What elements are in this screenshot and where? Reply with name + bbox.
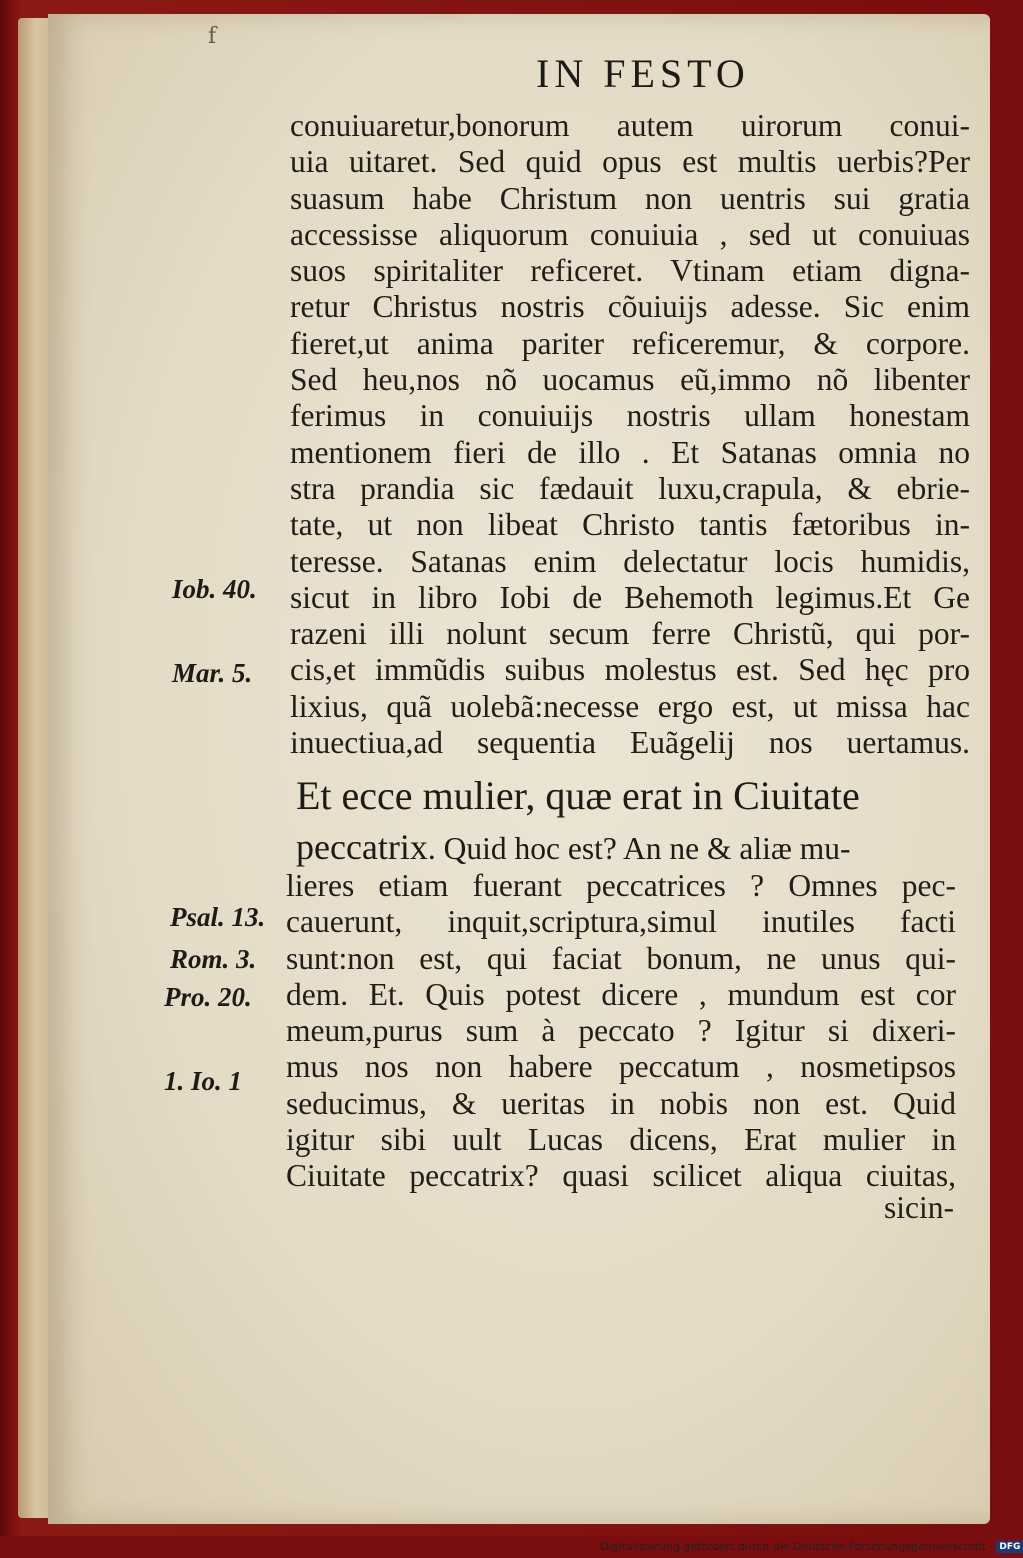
text-line: Ciuitate peccatrix? quasi scilicet aliqua ciuitas, [286,1158,956,1194]
body-text-block-1 [290,108,970,761]
text-line: seducimus, & ueritas in nobis non est. Quid [286,1085,956,1121]
text-line: accessisse aliquorum conuiuia , sed ut conuiuas [290,216,970,252]
text-line: teresse. Satanas enim delectatur locis humidis, [290,543,970,579]
catchword: sicin- [884,1190,954,1225]
dfg-logo: DFG [996,1541,1023,1553]
text-line: mus nos non habere peccatum , nosmetipsos [286,1049,956,1085]
text-line: stra prandia sic fædauit luxu,crapula, & ebrie- [290,470,970,506]
text-line: tate, ut non libeat Christo tantis fætoribus in- [290,507,970,543]
text-line: mentionem fieri de illo . Et Satanas omnia no [290,434,970,470]
text-line: meum,purus sum à peccato ? Igitur si dixeri- [286,1013,956,1049]
text-line: sicut in libro Iobi de Behemoth legimus.Et Ge [290,579,970,615]
marginal-note-pro: Pro. 20. [164,982,252,1012]
marginal-note-mar: Mar. 5. [172,658,253,688]
text-line: dem. Et. Quis potest dicere , mundum est cor [286,976,956,1012]
text-line: suos spiritaliter reficeret. Vtinam etiam digna- [290,253,970,289]
text-line: conuiuaretur,bonorum autem uirorum conui- [290,108,970,143]
marginal-note-rom: Rom. 3. [170,944,257,974]
text-line: igitur sibi uult Lucas dicens, Erat mulier in [286,1122,956,1158]
text-line: inuectiua,ad sequentia Euãgelij nos uertamus. [290,725,970,761]
lemma-heading: Et ecce mulier, quæ erat in Ciuitate [296,773,860,818]
corner-mark: f [208,24,217,49]
lemma-heading-cont [296,826,850,868]
marginal-note-iob: Iob. 40. [172,574,257,604]
text-line: razeni illi nolunt secum ferre Christũ, qui por- [290,616,970,652]
lemma-rest: . Quid hoc est? An ne & aliæ mu- [427,831,851,866]
text-line: suasum habe Christum non uentris sui gratia [290,180,970,216]
text-line: ferimus in conuiuijs nostris ullam honestam [290,398,970,434]
footer-credit [600,1540,1021,1553]
body-text-block-2 [286,868,956,1195]
text-line: lieres etiam fuerant peccatrices ? Omnes pec- [286,868,956,903]
text-line: fieret,ut anima pariter reficeremur, & corpore. [290,325,970,361]
running-head: IN FESTO [536,51,750,96]
text-line: sunt:non est, qui faciat bonum, ne unus qui- [286,940,956,976]
footer-text: Digitalisierung gefördert durch die Deutsche Forschungsgemeinschaft - [600,1540,994,1553]
text-line: Sed heu,nos nõ uocamus eũ,immo nõ libenter [290,362,970,398]
lemma-word: peccatrix [296,827,428,867]
text-line: lixius, quã uolebã:necesse ergo est, ut missa hac [290,688,970,724]
text-line: cis,et immũdis suibus molestus est. Sed hęc pro [290,652,970,688]
marginal-note-io: 1. Io. 1 [164,1066,243,1096]
text-line: uia uitaret. Sed quid opus est multis uerbis?Per [290,144,970,180]
text-line: cauerunt, inquit,scriptura,simul inutiles facti [286,904,956,940]
text-line: retur Christus nostris cõuiuijs adesse. Sic enim [290,289,970,325]
marginal-note-psal: Psal. 13. [170,902,266,932]
